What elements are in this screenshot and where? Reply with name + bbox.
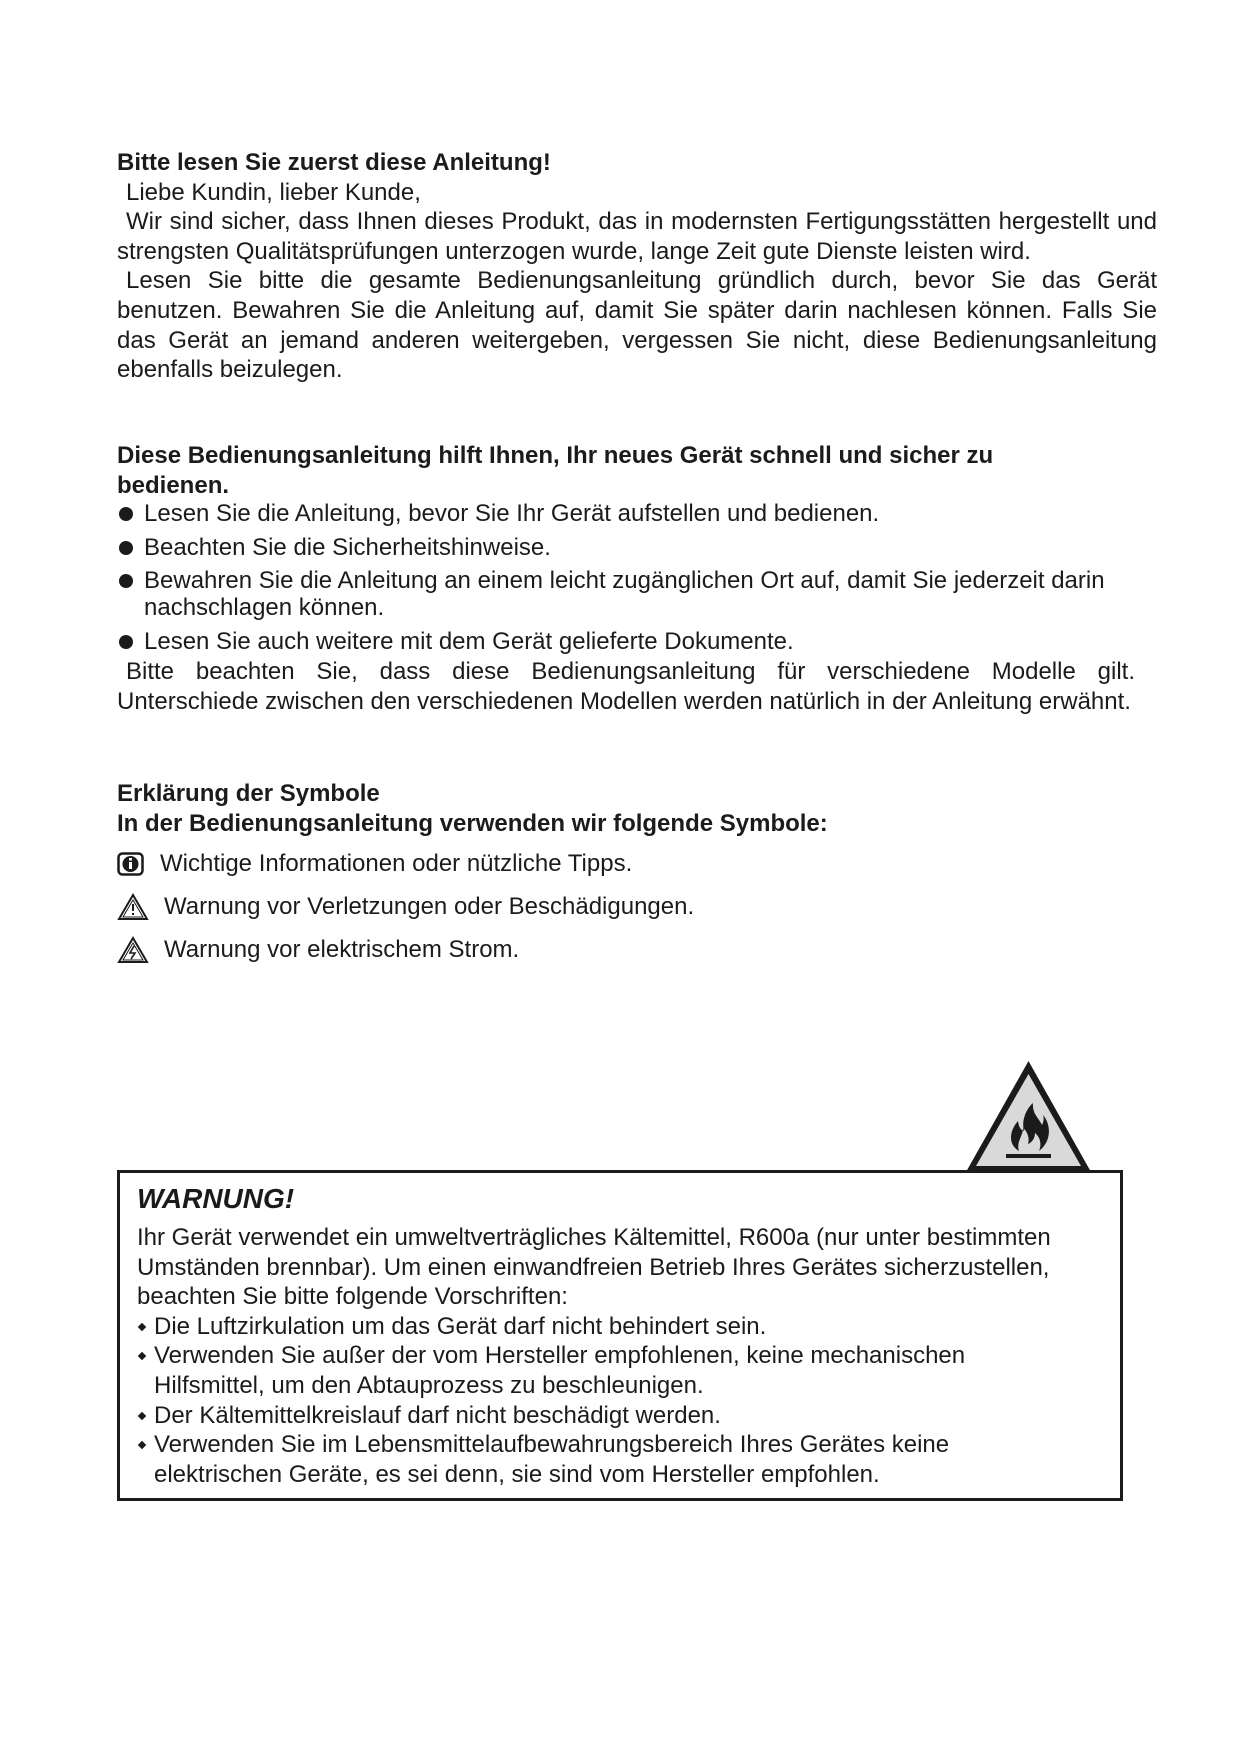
symbol-label: Wichtige Informationen oder nützliche Tipps.	[160, 850, 633, 878]
warning-rule-text: Die Luftzirkulation um das Gerät darf nicht behindert sein.	[154, 1312, 767, 1340]
help-heading: Diese Bedienungsanleitung hilft Ihnen, Ihr neues Gerät schnell und sicher zu bedienen.	[117, 442, 994, 499]
help-bullet-list	[117, 500, 1157, 655]
diamond-bullet-icon	[138, 1441, 146, 1449]
models-note: Bitte beachten Sie, dass diese Bedienungsanleitung für verschiedene Modelle gilt. Unterschiede zwischen den verschiedenen Modellen werden natürlich in der Anleitung erwähnt.	[117, 658, 1135, 715]
diamond-bullet-icon	[138, 1411, 146, 1419]
bullet-dot-icon	[119, 507, 133, 521]
list-item	[137, 1341, 1054, 1400]
flammable-warning-icon	[963, 1058, 1094, 1175]
warning-triangle-icon	[117, 893, 164, 921]
intro-paragraph-1: Wir sind sicher, dass Ihnen dieses Produkt, das in modernsten Fertigungsstätten hergestellt und strengsten Qualitätsprüfungen unterzogen wurde, lange Zeit gute Dienste leisten wird.	[117, 208, 1157, 265]
symbol-label: Warnung vor elektrischem Strom.	[164, 936, 520, 964]
help-section	[117, 441, 1157, 716]
intro-title: Bitte lesen Sie zuerst diese Anleitung!	[117, 149, 551, 176]
symbols-section	[117, 779, 1157, 970]
intro-salutation: Liebe Kundin, lieber Kunde,	[126, 178, 421, 206]
list-item	[117, 534, 1157, 561]
bullet-text: Bewahren Sie die Anleitung an einem leicht zugänglichen Ort auf, damit Sie jederzeit darin nachschlagen können.	[144, 567, 1105, 622]
electric-warning-icon	[117, 936, 164, 964]
symbols-subheading: In der Bedienungsanleitung verwenden wir folgende Symbole:	[117, 809, 828, 837]
intro-paragraph-2: Lesen Sie bitte die gesamte Bedienungsanleitung gründlich durch, bevor Sie das Gerät benutzen. Bewahren Sie die Anleitung auf, damit Sie später darin nachlesen können. Falls Sie das Gerät an jemand anderen weitergeben, vergessen Sie nicht, diese Bedienungsanleitung ebenfalls beizulegen.	[117, 267, 1157, 384]
info-icon	[117, 852, 160, 876]
diamond-bullet-icon	[138, 1352, 146, 1360]
warning-rule-text: Verwenden Sie im Lebensmittelaufbewahrungsbereich Ihres Gerätes keine elektrischen Geräte, es sei denn, sie sind vom Hersteller empfohlen.	[154, 1431, 950, 1488]
diamond-bullet-icon	[138, 1323, 146, 1331]
warning-rules-list	[137, 1312, 1120, 1490]
bullet-dot-icon	[119, 635, 133, 649]
refrigerant-warning-box	[117, 1170, 1123, 1501]
bullet-text: Lesen Sie auch weitere mit dem Gerät gelieferte Dokumente.	[144, 627, 794, 655]
warning-title: WARNUNG!	[137, 1183, 295, 1214]
warning-text: Ihr Gerät verwendet ein umweltverträgliches Kältemittel, R600a (nur unter bestimmten Umständen brennbar). Um einen einwandfreien Betrieb Ihres Gerätes sicherzustellen, beachten Sie bitte folgende Vorschriften:	[137, 1224, 1051, 1311]
symbol-row-warning	[117, 887, 1157, 927]
bullet-dot-icon	[119, 574, 133, 588]
bullet-dot-icon	[119, 541, 133, 555]
symbol-row-info	[117, 844, 1157, 884]
list-item	[137, 1312, 1120, 1342]
list-item	[137, 1430, 1054, 1489]
symbol-row-electric	[117, 930, 1157, 970]
warning-rule-text: Verwenden Sie außer der vom Hersteller empfohlenen, keine mechanischen Hilfsmittel, um den Abtauprozess zu beschleunigen.	[154, 1342, 966, 1399]
list-item	[117, 500, 1157, 527]
symbols-heading: Erklärung der Symbole	[117, 780, 380, 807]
bullet-text: Lesen Sie die Anleitung, bevor Sie Ihr Gerät aufstellen und bedienen.	[144, 500, 880, 528]
warning-rule-text: Der Kältemittelkreislauf darf nicht beschädigt werden.	[154, 1401, 721, 1429]
list-item	[117, 567, 1144, 621]
intro-section	[117, 148, 1157, 385]
list-item	[117, 628, 1157, 655]
list-item	[137, 1401, 1120, 1431]
symbol-label: Warnung vor Verletzungen oder Beschädigungen.	[164, 893, 695, 921]
bullet-text: Beachten Sie die Sicherheitshinweise.	[144, 533, 551, 561]
